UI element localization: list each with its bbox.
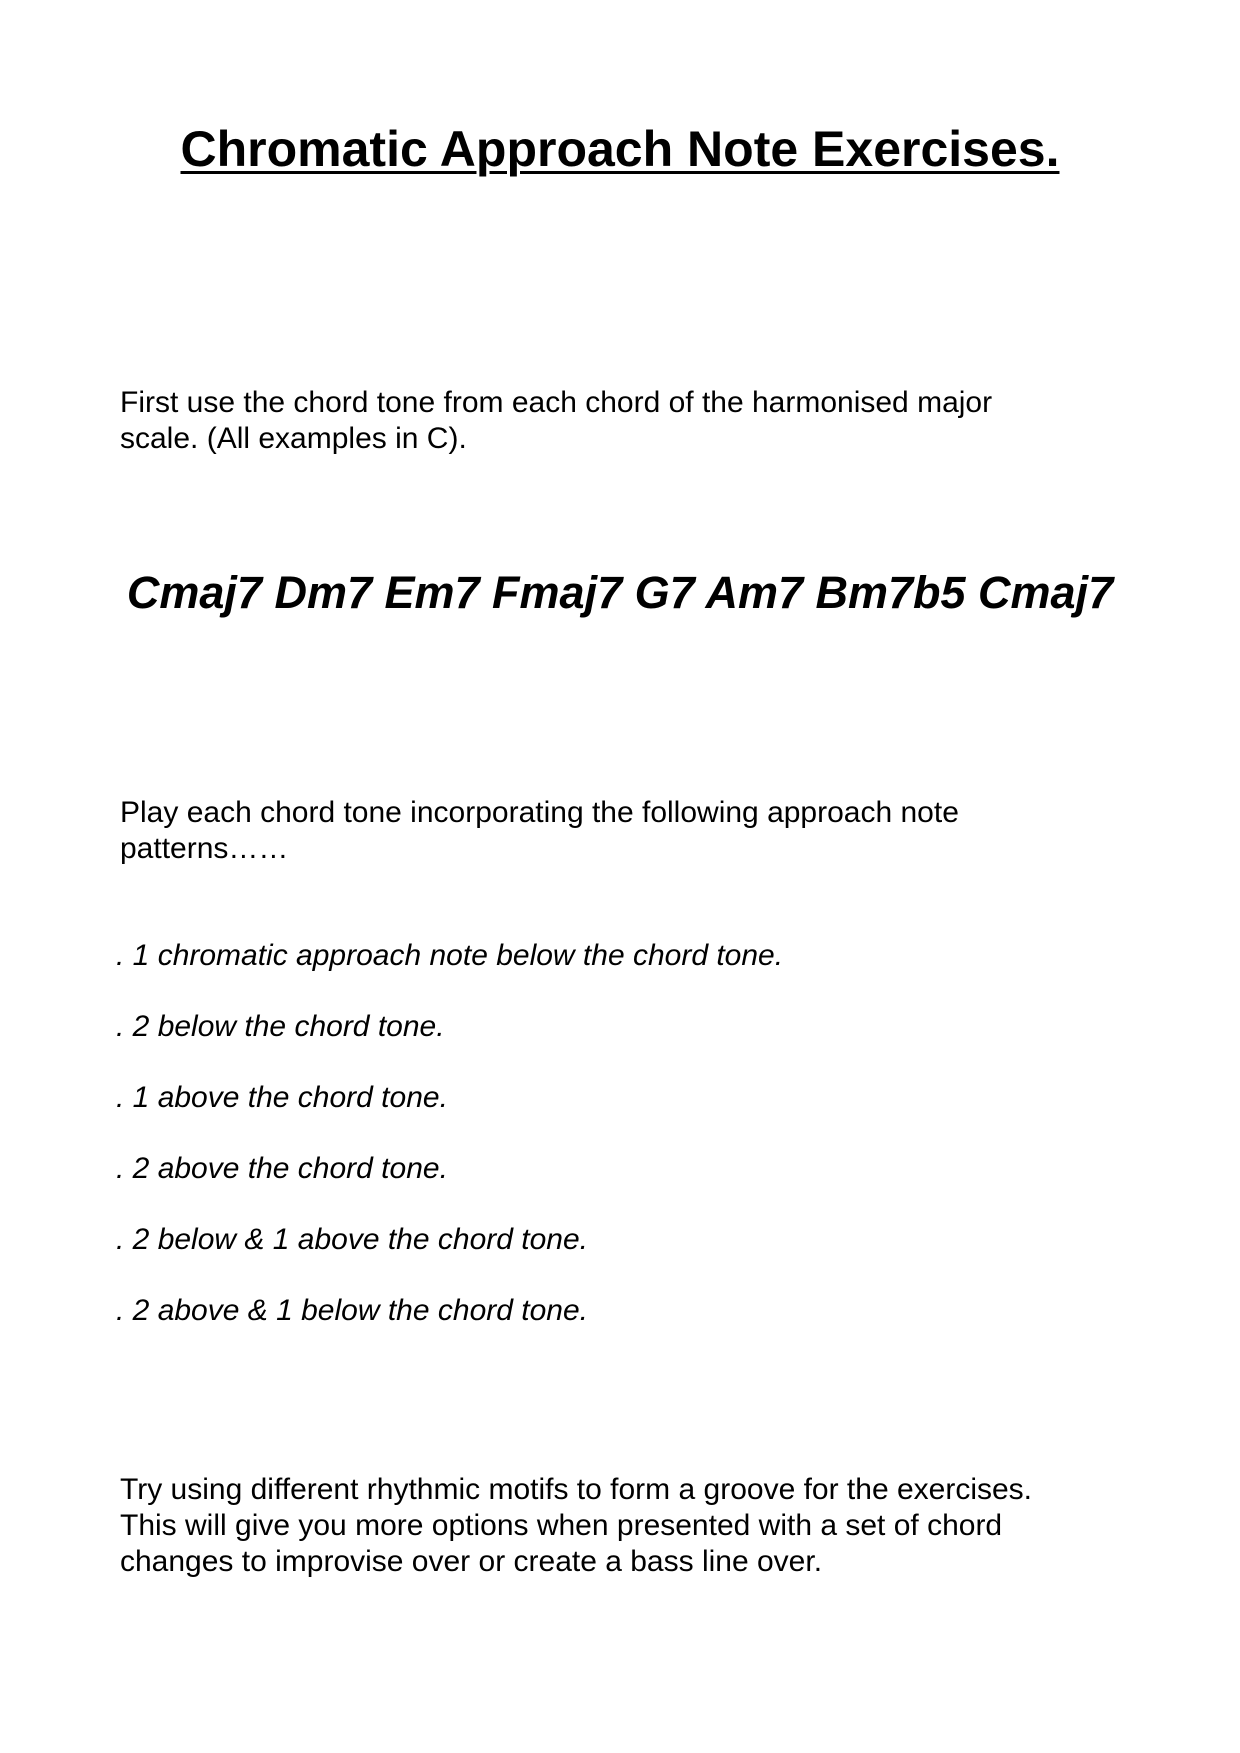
instruction-line-2: patterns…… xyxy=(120,832,289,865)
closing-line-1: Try using different rhythmic motifs to form a groove for the exercises. xyxy=(120,1473,1033,1506)
closing-paragraph xyxy=(120,1472,1120,1580)
instruction-line-1: Play each chord tone incorporating the following approach note xyxy=(120,796,959,829)
closing-line-3: changes to improvise over or create a bass line over. xyxy=(120,1545,823,1578)
closing-line-2: This will give you more options when presented with a set of chord xyxy=(120,1509,1003,1542)
pattern-item: . 2 above & 1 below the chord tone. xyxy=(116,1294,588,1327)
pattern-item: . 2 below the chord tone. xyxy=(116,1010,445,1043)
instruction-paragraph xyxy=(120,795,1120,867)
pattern-item: . 1 above the chord tone. xyxy=(116,1081,448,1114)
pattern-item: . 2 above the chord tone. xyxy=(116,1152,448,1185)
page-title: Chromatic Approach Note Exercises. xyxy=(180,121,1060,177)
pattern-item: . 1 chromatic approach note below the chord tone. xyxy=(116,939,784,972)
intro-line-1: First use the chord tone from each chord of the harmonised major xyxy=(120,386,993,419)
pattern-item: . 2 below & 1 above the chord tone. xyxy=(116,1223,588,1256)
intro-paragraph xyxy=(120,385,1120,457)
approach-pattern-list xyxy=(116,938,1116,1364)
chord-progression: Cmaj7 Dm7 Em7 Fmaj7 G7 Am7 Bm7b5 Cmaj7 xyxy=(126,567,1114,618)
intro-line-2: scale. (All examples in C). xyxy=(120,422,467,455)
